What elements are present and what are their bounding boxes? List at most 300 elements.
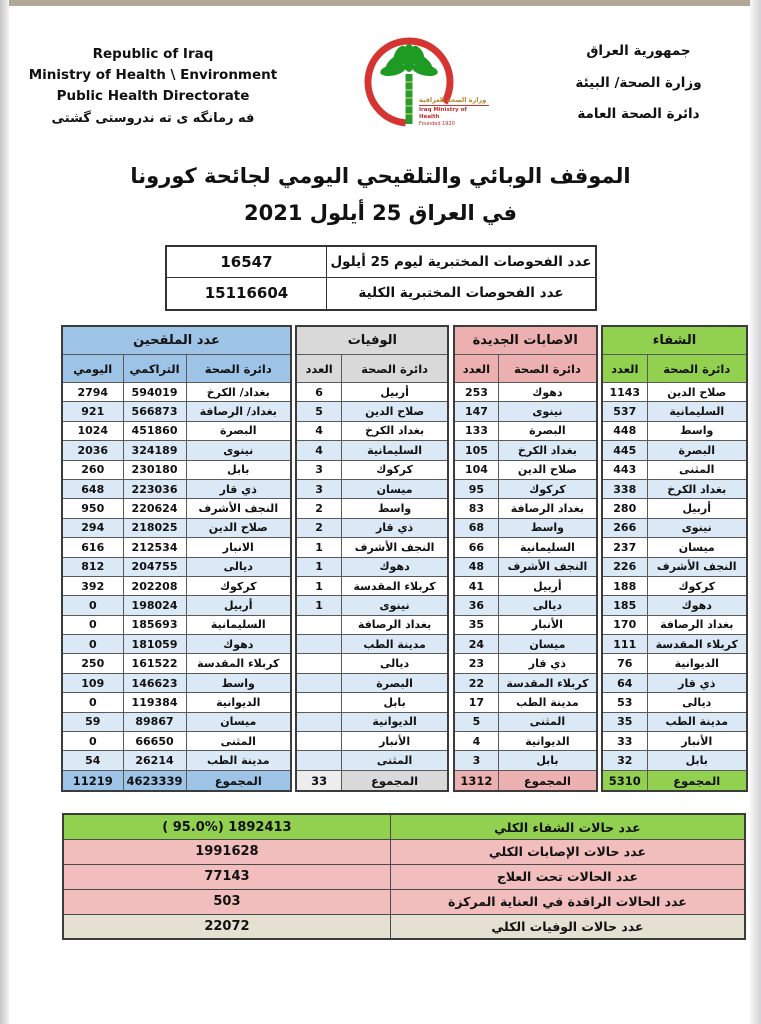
governorate-name-cell: ذي قار: [186, 479, 291, 498]
value-cell: 812: [62, 557, 123, 576]
value-cell: 76: [602, 654, 647, 673]
table-row: [296, 460, 448, 479]
total-label-cell: المجموع: [341, 770, 448, 791]
governorate-name-cell: الديوانية: [341, 712, 448, 731]
summary-label-cell: عدد الحالات الراقدة في العناية المركزة: [390, 889, 745, 914]
value-cell: 198024: [123, 596, 186, 615]
governorate-name-cell: أربيل: [341, 383, 448, 402]
governorate-name-cell: واسط: [499, 518, 597, 537]
table-row: [602, 693, 747, 712]
table-row: [602, 441, 747, 460]
governorate-name-cell: بغداد الكرخ: [647, 479, 747, 498]
governorate-name-cell: واسط: [186, 673, 291, 692]
governorate-tables: [61, 325, 748, 793]
table-row: [62, 576, 291, 595]
table-row: [62, 479, 291, 498]
table-row: [454, 673, 597, 692]
value-cell: 181059: [123, 635, 186, 654]
governorate-name-cell: المثنى: [499, 712, 597, 731]
governorate-name-cell: ديالى: [186, 557, 291, 576]
value-cell: 950: [62, 499, 123, 518]
value-cell: 146623: [123, 673, 186, 692]
value-cell: 2036: [62, 441, 123, 460]
table-row: [62, 383, 291, 402]
governorate-name-cell: دهوك: [186, 635, 291, 654]
table-row: [296, 538, 448, 557]
table-row: [296, 635, 448, 654]
table-row: [296, 673, 448, 692]
deaths-table: [295, 325, 449, 793]
value-cell: 35: [602, 712, 647, 731]
total-value-cell: 4623339: [123, 770, 186, 791]
table-row: [166, 278, 596, 310]
table-row: [454, 732, 597, 751]
governorate-name-cell: البصرة: [341, 673, 448, 692]
value-cell: 95: [454, 479, 499, 498]
value-cell: 266: [602, 518, 647, 537]
value-cell: 202208: [123, 576, 186, 595]
value-cell: 68: [454, 518, 499, 537]
total-value-cell: 33: [296, 770, 341, 791]
governorate-name-cell: بابل: [647, 751, 747, 770]
value-cell: 5: [454, 712, 499, 731]
value-cell: 204755: [123, 557, 186, 576]
value-cell: 35: [454, 615, 499, 634]
value-cell: 451860: [123, 421, 186, 440]
header-line-kurdish: فه رمانگه ی ته ندروستی گشتی: [51, 110, 255, 126]
table-row: [454, 402, 597, 421]
header-line-english: Public Health Directorate: [56, 87, 250, 104]
table-row: [296, 421, 448, 440]
table-row: [62, 518, 291, 537]
governorate-name-cell: الديوانية: [499, 732, 597, 751]
value-cell: 6: [296, 383, 341, 402]
table-row: [62, 538, 291, 557]
total-tests-label: عدد الفحوصات المختبرية الكلية: [327, 278, 596, 310]
value-cell: 921: [62, 402, 123, 421]
table-row: [296, 557, 448, 576]
value-cell: 226: [602, 557, 647, 576]
ministry-logo: [322, 30, 502, 142]
governorate-name-cell: بابل: [499, 751, 597, 770]
governorate-name-cell: البصرة: [647, 441, 747, 460]
governorate-name-cell: مدينة الطب: [499, 693, 597, 712]
scan-edge-left: [0, 0, 9, 1024]
column-header: دائرة الصحة: [186, 355, 291, 383]
table-row: [602, 421, 747, 440]
governorate-name-cell: البصرة: [499, 421, 597, 440]
value-cell: 4: [296, 441, 341, 460]
table-row: [602, 712, 747, 731]
value-cell: 111: [602, 635, 647, 654]
summary-row: [63, 814, 745, 839]
value-cell: 594019: [123, 383, 186, 402]
value-cell: 445: [602, 441, 647, 460]
report-title: [0, 158, 761, 232]
value-cell: 188: [602, 576, 647, 595]
table-row: [166, 246, 596, 278]
value-cell: 2: [296, 518, 341, 537]
table-row: [454, 615, 597, 634]
governorate-name-cell: صلاح الدين: [186, 518, 291, 537]
table-row: [454, 712, 597, 731]
table-row: [62, 712, 291, 731]
table-row: [296, 712, 448, 731]
table-row: [62, 441, 291, 460]
table-row: [454, 460, 597, 479]
value-cell: 338: [602, 479, 647, 498]
value-cell: 392: [62, 576, 123, 595]
governorate-name-cell: كركوك: [647, 576, 747, 595]
value-cell: 161522: [123, 654, 186, 673]
summary-row: [63, 839, 745, 864]
governorate-name-cell: دهوك: [499, 383, 597, 402]
value-cell: 22: [454, 673, 499, 692]
column-header: دائرة الصحة: [341, 355, 448, 383]
value-cell: 109: [62, 673, 123, 692]
governorate-name-cell: كربلاء المقدسة: [499, 673, 597, 692]
value-cell: 294: [62, 518, 123, 537]
governorate-name-cell: ذي قار: [341, 518, 448, 537]
table-row: [296, 576, 448, 595]
value-cell: 220624: [123, 499, 186, 518]
header-line-arabic: دائرة الصحة العامة: [577, 106, 700, 123]
table-row: [454, 421, 597, 440]
deaths-title: الوفيات: [296, 326, 448, 355]
table-row: [296, 499, 448, 518]
table-row: [602, 460, 747, 479]
value-cell: 170: [602, 615, 647, 634]
table-row: [296, 441, 448, 460]
value-cell: 2794: [62, 383, 123, 402]
national-summary-table: [62, 813, 746, 940]
value-cell: 0: [62, 615, 123, 634]
value-cell: 59: [62, 712, 123, 731]
summary-value-cell: 77143: [63, 864, 390, 889]
total-row: [454, 770, 597, 791]
value-cell: 119384: [123, 693, 186, 712]
table-row: [296, 654, 448, 673]
summary-row: [63, 864, 745, 889]
value-cell: 41: [454, 576, 499, 595]
value-cell: 1: [296, 557, 341, 576]
value-cell: 260: [62, 460, 123, 479]
governorate-name-cell: النجف الأشرف: [647, 557, 747, 576]
table-row: [602, 402, 747, 421]
governorate-name-cell: صلاح الدين: [499, 460, 597, 479]
governorate-name-cell: كركوك: [499, 479, 597, 498]
report-title-line1: الموقف الوبائي والتلقيحي اليومي لجائحة كورونا: [130, 164, 631, 188]
table-row: [602, 673, 747, 692]
table-row: [62, 402, 291, 421]
governorate-name-cell: صلاح الدين: [647, 383, 747, 402]
governorate-name-cell: الأنبار: [499, 615, 597, 634]
daily-tests-value: 16547: [166, 246, 327, 278]
column-header: العدد: [454, 355, 499, 383]
value-cell: 24: [454, 635, 499, 654]
report-title-line2: في العراق 25 أيلول 2021: [244, 200, 517, 225]
governorate-name-cell: كركوك: [186, 576, 291, 595]
vaccinated-table: [61, 325, 292, 793]
governorate-name-cell: المثنى: [647, 460, 747, 479]
table-row: [454, 383, 597, 402]
governorate-name-cell: صلاح الدين: [341, 402, 448, 421]
governorate-name-cell: مدينة الطب: [647, 712, 747, 731]
table-row: [602, 596, 747, 615]
table-row: [454, 479, 597, 498]
value-cell: 1: [296, 596, 341, 615]
table-row: [296, 596, 448, 615]
governorate-name-cell: دهوك: [341, 557, 448, 576]
value-cell: 0: [62, 596, 123, 615]
value-cell: 212534: [123, 538, 186, 557]
table-row: [454, 557, 597, 576]
summary-label-cell: عدد الحالات تحت العلاج: [390, 864, 745, 889]
value-cell: 64: [602, 673, 647, 692]
table-row: [296, 518, 448, 537]
summary-row: [63, 889, 745, 914]
table-row: [454, 751, 597, 770]
table-row: [454, 635, 597, 654]
table-row: [296, 751, 448, 770]
value-cell: 3: [296, 479, 341, 498]
table-row: [62, 751, 291, 770]
header-line-english: Republic of Iraq: [92, 46, 214, 62]
table-row: [602, 538, 747, 557]
table-row: [454, 576, 597, 595]
table-row: [454, 499, 597, 518]
value-cell: 250: [62, 654, 123, 673]
governorate-name-cell: بغداد/ الكرخ: [186, 383, 291, 402]
value-cell: 105: [454, 441, 499, 460]
column-header: دائرة الصحة: [647, 355, 747, 383]
table-row: [62, 693, 291, 712]
governorate-name-cell: بغداد الكرخ: [341, 421, 448, 440]
governorate-name-cell: النجف الأشرف: [341, 538, 448, 557]
value-cell: 537: [602, 402, 647, 421]
table-row: [602, 576, 747, 595]
governorate-name-cell: الأنبار: [647, 732, 747, 751]
table-row: [62, 654, 291, 673]
governorate-name-cell: السليمانية: [499, 538, 597, 557]
scan-edge-top: [0, 0, 761, 6]
value-cell: 253: [454, 383, 499, 402]
value-cell: 1: [296, 576, 341, 595]
value-cell: 36: [454, 596, 499, 615]
table-row: [296, 732, 448, 751]
value-cell: 3: [296, 460, 341, 479]
governorate-name-cell: بغداد/ الرصافة: [186, 402, 291, 421]
value-cell: 223036: [123, 479, 186, 498]
logo-caption: [419, 96, 489, 127]
value-cell: 5: [296, 402, 341, 421]
governorate-name-cell: مدينة الطب: [341, 635, 448, 654]
value-cell: [296, 693, 341, 712]
value-cell: 237: [602, 538, 647, 557]
governorate-name-cell: واسط: [647, 421, 747, 440]
governorate-name-cell: دهوك: [647, 596, 747, 615]
governorate-name-cell: البصرة: [186, 421, 291, 440]
summary-value-cell: ( 95.0%) 1892413: [63, 814, 390, 839]
value-cell: [296, 751, 341, 770]
governorate-name-cell: ديالى: [341, 654, 448, 673]
total-value-cell: 11219: [62, 770, 123, 791]
governorate-name-cell: كربلاء المقدسة: [341, 576, 448, 595]
governorate-name-cell: أربيل: [186, 596, 291, 615]
table-row: [62, 673, 291, 692]
governorate-name-cell: ديالى: [647, 693, 747, 712]
table-row: [602, 518, 747, 537]
total-label-cell: المجموع: [499, 770, 597, 791]
value-cell: 324189: [123, 441, 186, 460]
table-row: [602, 732, 747, 751]
table-row: [602, 479, 747, 498]
value-cell: 218025: [123, 518, 186, 537]
value-cell: 54: [62, 751, 123, 770]
table-row: [296, 693, 448, 712]
value-cell: 0: [62, 732, 123, 751]
governorate-name-cell: نينوى: [341, 596, 448, 615]
column-header: اليومي: [62, 355, 123, 383]
column-header: العدد: [602, 355, 647, 383]
summary-label-cell: عدد حالات الوفيات الكلي: [390, 914, 745, 939]
recovery-table: [601, 325, 748, 793]
column-header: العدد: [296, 355, 341, 383]
table-row: [62, 421, 291, 440]
table-row: [602, 654, 747, 673]
table-row: [454, 596, 597, 615]
value-cell: 32: [602, 751, 647, 770]
governorate-name-cell: بغداد الرصافة: [341, 615, 448, 634]
daily-tests-label: عدد الفحوصات المختبرية ليوم 25 أيلول: [327, 246, 596, 278]
value-cell: 133: [454, 421, 499, 440]
scan-edge-right: [750, 0, 761, 1024]
table-row: [454, 518, 597, 537]
table-row: [454, 538, 597, 557]
total-row: [602, 770, 747, 791]
total-label-cell: المجموع: [647, 770, 747, 791]
governorate-name-cell: واسط: [341, 499, 448, 518]
table-row: [62, 615, 291, 634]
governorate-name-cell: ميسان: [341, 479, 448, 498]
value-cell: 1143: [602, 383, 647, 402]
summary-value-cell: 22072: [63, 914, 390, 939]
governorate-name-cell: ديالى: [499, 596, 597, 615]
value-cell: 443: [602, 460, 647, 479]
recovery-title: الشفاء: [602, 326, 747, 355]
new-infections-title: الاصابات الجديدة: [454, 326, 597, 355]
governorate-name-cell: مدينة الطب: [186, 751, 291, 770]
governorate-name-cell: كركوك: [341, 460, 448, 479]
table-row: [296, 479, 448, 498]
governorate-name-cell: الديوانية: [647, 654, 747, 673]
governorate-name-cell: الديوانية: [186, 693, 291, 712]
governorate-name-cell: ذي قار: [647, 673, 747, 692]
summary-label-cell: عدد حالات الإصابات الكلي: [390, 839, 745, 864]
governorate-name-cell: المثنى: [341, 751, 448, 770]
header-arabic-block: [546, 30, 731, 131]
value-cell: 53: [602, 693, 647, 712]
value-cell: [296, 712, 341, 731]
logo-founded-text: Founded 1920: [419, 120, 455, 127]
value-cell: 280: [602, 499, 647, 518]
table-row: [602, 499, 747, 518]
value-cell: 230180: [123, 460, 186, 479]
total-tests-value: 15116604: [166, 278, 327, 310]
governorate-name-cell: الأنبار: [341, 732, 448, 751]
lab-tests-table: [165, 245, 597, 311]
header-english-block: [28, 30, 278, 129]
governorate-name-cell: بابل: [186, 460, 291, 479]
value-cell: 89867: [123, 712, 186, 731]
value-cell: 4: [454, 732, 499, 751]
header-line-arabic: وزارة الصحة/ البيئة: [575, 74, 702, 91]
value-cell: 147: [454, 402, 499, 421]
governorate-name-cell: ميسان: [499, 635, 597, 654]
header: [0, 0, 761, 142]
governorate-name-cell: كربلاء المقدسة: [647, 635, 747, 654]
value-cell: 66: [454, 538, 499, 557]
governorate-name-cell: بابل: [341, 693, 448, 712]
value-cell: 0: [62, 635, 123, 654]
new-infections-table: [453, 325, 598, 793]
value-cell: [296, 635, 341, 654]
value-cell: 26214: [123, 751, 186, 770]
summary-label-cell: عدد حالات الشفاء الكلي: [390, 814, 745, 839]
table-row: [62, 596, 291, 615]
value-cell: 104: [454, 460, 499, 479]
total-row: [62, 770, 291, 791]
value-cell: 2: [296, 499, 341, 518]
total-value-cell: 5310: [602, 770, 647, 791]
header-line-arabic: جمهورية العراق: [586, 43, 691, 59]
table-row: [296, 383, 448, 402]
governorate-name-cell: كربلاء المقدسة: [186, 654, 291, 673]
total-label-cell: المجموع: [186, 770, 291, 791]
governorate-name-cell: أربيل: [647, 499, 747, 518]
value-cell: 616: [62, 538, 123, 557]
table-row: [296, 615, 448, 634]
governorate-name-cell: ميسان: [647, 538, 747, 557]
table-row: [454, 441, 597, 460]
value-cell: [296, 654, 341, 673]
governorate-name-cell: بغداد الرصافة: [499, 499, 597, 518]
table-row: [62, 460, 291, 479]
value-cell: 66650: [123, 732, 186, 751]
governorate-name-cell: نينوى: [647, 518, 747, 537]
value-cell: 1024: [62, 421, 123, 440]
summary-row: [63, 914, 745, 939]
governorate-name-cell: ذي قار: [499, 654, 597, 673]
value-cell: 48: [454, 557, 499, 576]
value-cell: [296, 673, 341, 692]
value-cell: 1: [296, 538, 341, 557]
governorate-name-cell: بغداد الرصافة: [647, 615, 747, 634]
governorate-name-cell: الانبار: [186, 538, 291, 557]
table-row: [602, 557, 747, 576]
value-cell: [296, 732, 341, 751]
summary-value-cell: 1991628: [63, 839, 390, 864]
table-row: [62, 557, 291, 576]
value-cell: 185693: [123, 615, 186, 634]
value-cell: 33: [602, 732, 647, 751]
value-cell: 83: [454, 499, 499, 518]
table-row: [602, 383, 747, 402]
table-row: [602, 635, 747, 654]
value-cell: 648: [62, 479, 123, 498]
governorate-name-cell: أربيل: [499, 576, 597, 595]
table-row: [62, 635, 291, 654]
